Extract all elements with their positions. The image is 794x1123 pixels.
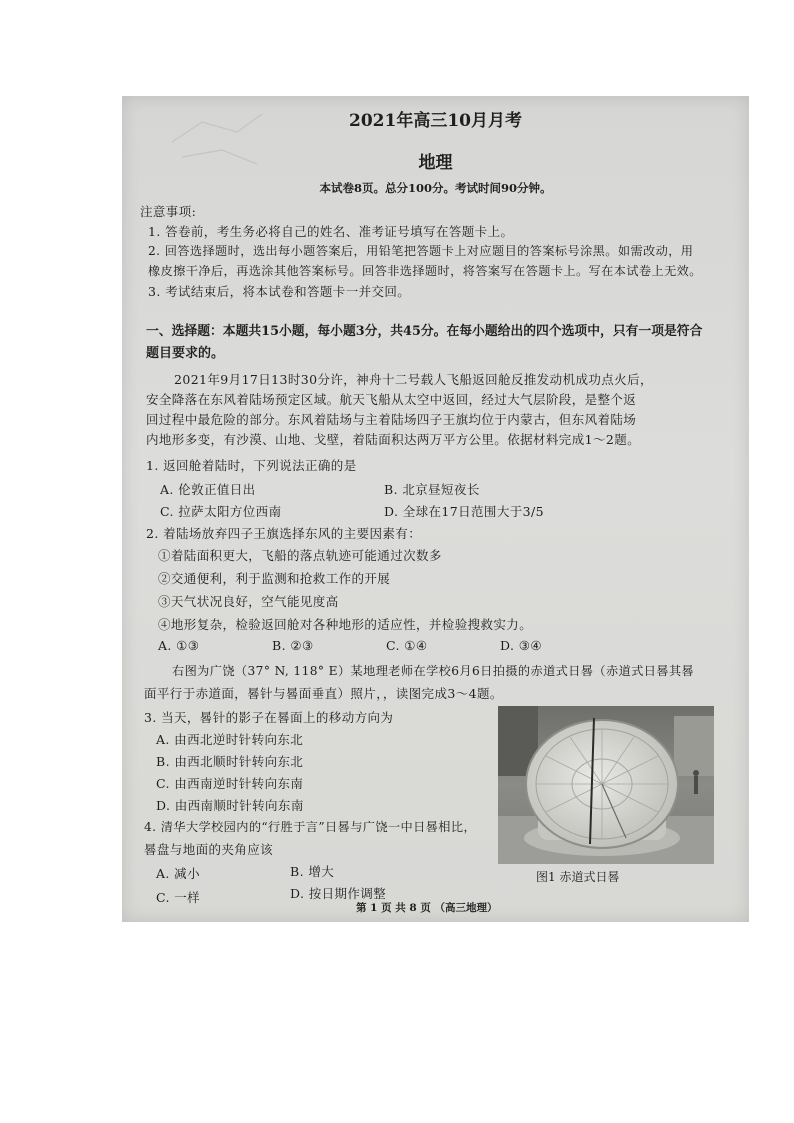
passage-line: 安全降落在东风着陆场预定区域。航天飞船从太空中返回，经过大气层阶段，是整个返 (146, 392, 637, 407)
passage-line: 面平行于赤道面，晷针与晷面垂直）照片，，读图完成3～4题。 (144, 686, 503, 701)
figure-caption: 图1 赤道式日晷 (536, 870, 620, 884)
exam-title: 2021年高三10月月考 (349, 111, 522, 131)
question-3-stem: 3. 当天，晷针的影子在晷面上的移动方向为 (144, 710, 394, 725)
q1-option-d: D. 全球在17日范围大于3/5 (384, 504, 544, 519)
q3-option-c: C. 由西南逆时针转向东南 (156, 776, 304, 791)
q1-option-c: C. 拉萨太阳方位西南 (160, 504, 282, 519)
passage-line: 右图为广饶（37° N, 118° E）某地理老师在学校6月6日拍摄的赤道式日晷（赤道式日晷其晷 (172, 664, 695, 678)
section-heading-cont: 题目要求的。 (146, 346, 225, 361)
notice-item: 1. 答卷前，考生务必将自己的姓名、准考证号填写在答题卡上。 (148, 224, 514, 239)
question-4-stem: 4. 清华大学校园内的“行胜于言”日晷与广饶一中日晷相比， (144, 820, 477, 834)
q2-item: ①着陆面积更大，飞船的落点轨迹可能通过次数多 (158, 548, 442, 563)
exam-info: 本试卷8页。总分100分。考试时间90分钟。 (319, 181, 552, 195)
q3-option-b: B. 由西北顺时针转向东北 (156, 754, 304, 769)
q4-option-a: A. 减小 (156, 866, 200, 881)
q2-option-c: C. ①④ (386, 638, 428, 653)
notice-item: 橡皮擦干净后，再选涂其他答案标号。回答非选择题时，将答案写在答题卡上。写在本试卷上无效。 (148, 264, 702, 278)
notice-item: 3. 考试结束后，将本试卷和答题卡一并交回。 (148, 284, 411, 299)
equatorial-sundial-image (498, 706, 714, 864)
passage-line: 2021年9月17日13时30分许，神舟十二号载人飞船返回舱反推发动机成功点火后， (174, 372, 653, 387)
q2-item: ②交通便利，利于监测和抢救工作的开展 (158, 571, 391, 586)
q4-option-c: C. 一样 (156, 890, 201, 905)
q1-option-b: B. 北京昼短夜长 (384, 482, 480, 497)
notice-heading: 注意事项: (140, 204, 197, 219)
q2-item: ④地形复杂，检验返回舱对各种地形的适应性，并检验搜救实力。 (158, 617, 533, 632)
section-heading: 一、选择题：本题共15小题，每小题3分，共45分。在每小题给出的四个选项中，只有一项是符合 (146, 324, 703, 339)
exam-page (122, 96, 749, 922)
question-4-stem-cont: 晷盘与地面的夹角应该 (144, 842, 274, 857)
q2-option-a: A. ①③ (158, 638, 200, 653)
passage-line: 内地形多变，有沙漠、山地、戈壁，着陆面积达两万平方公里。依据材料完成1～2题。 (146, 432, 641, 447)
passage-line: 回过程中最危险的部分。东风着陆场与主着陆场四子王旗均位于内蒙古，但东风着陆场 (146, 412, 637, 427)
question-2-stem: 2. 着陆场放弃四子王旗选择东风的主要因素有： (146, 526, 422, 541)
notice-item: 2. 回答选择题时，选出每小题答案后，用铅笔把答题卡上对应题目的答案标号涂黑。如需改动，用 (148, 244, 694, 258)
q1-option-a: A. 伦敦正值日出 (160, 482, 256, 497)
q2-item: ③天气状况良好，空气能见度高 (158, 594, 339, 609)
q4-option-b: B. 增大 (290, 864, 335, 879)
q4-option-d: D. 按日期作调整 (290, 886, 387, 901)
q3-option-a: A. 由西北逆时针转向东北 (156, 732, 304, 747)
sundial-photo (498, 706, 714, 864)
q3-option-d: D. 由西南顺时针转向东南 (156, 798, 304, 813)
q2-option-d: D. ③④ (500, 638, 542, 653)
page-footer: 第 1 页 共 8 页 （高三地理） (356, 902, 498, 914)
q2-option-b: B. ②③ (272, 638, 314, 653)
subject-title: 地理 (418, 153, 453, 173)
question-1-stem: 1. 返回舱着陆时，下列说法正确的是 (146, 458, 357, 473)
